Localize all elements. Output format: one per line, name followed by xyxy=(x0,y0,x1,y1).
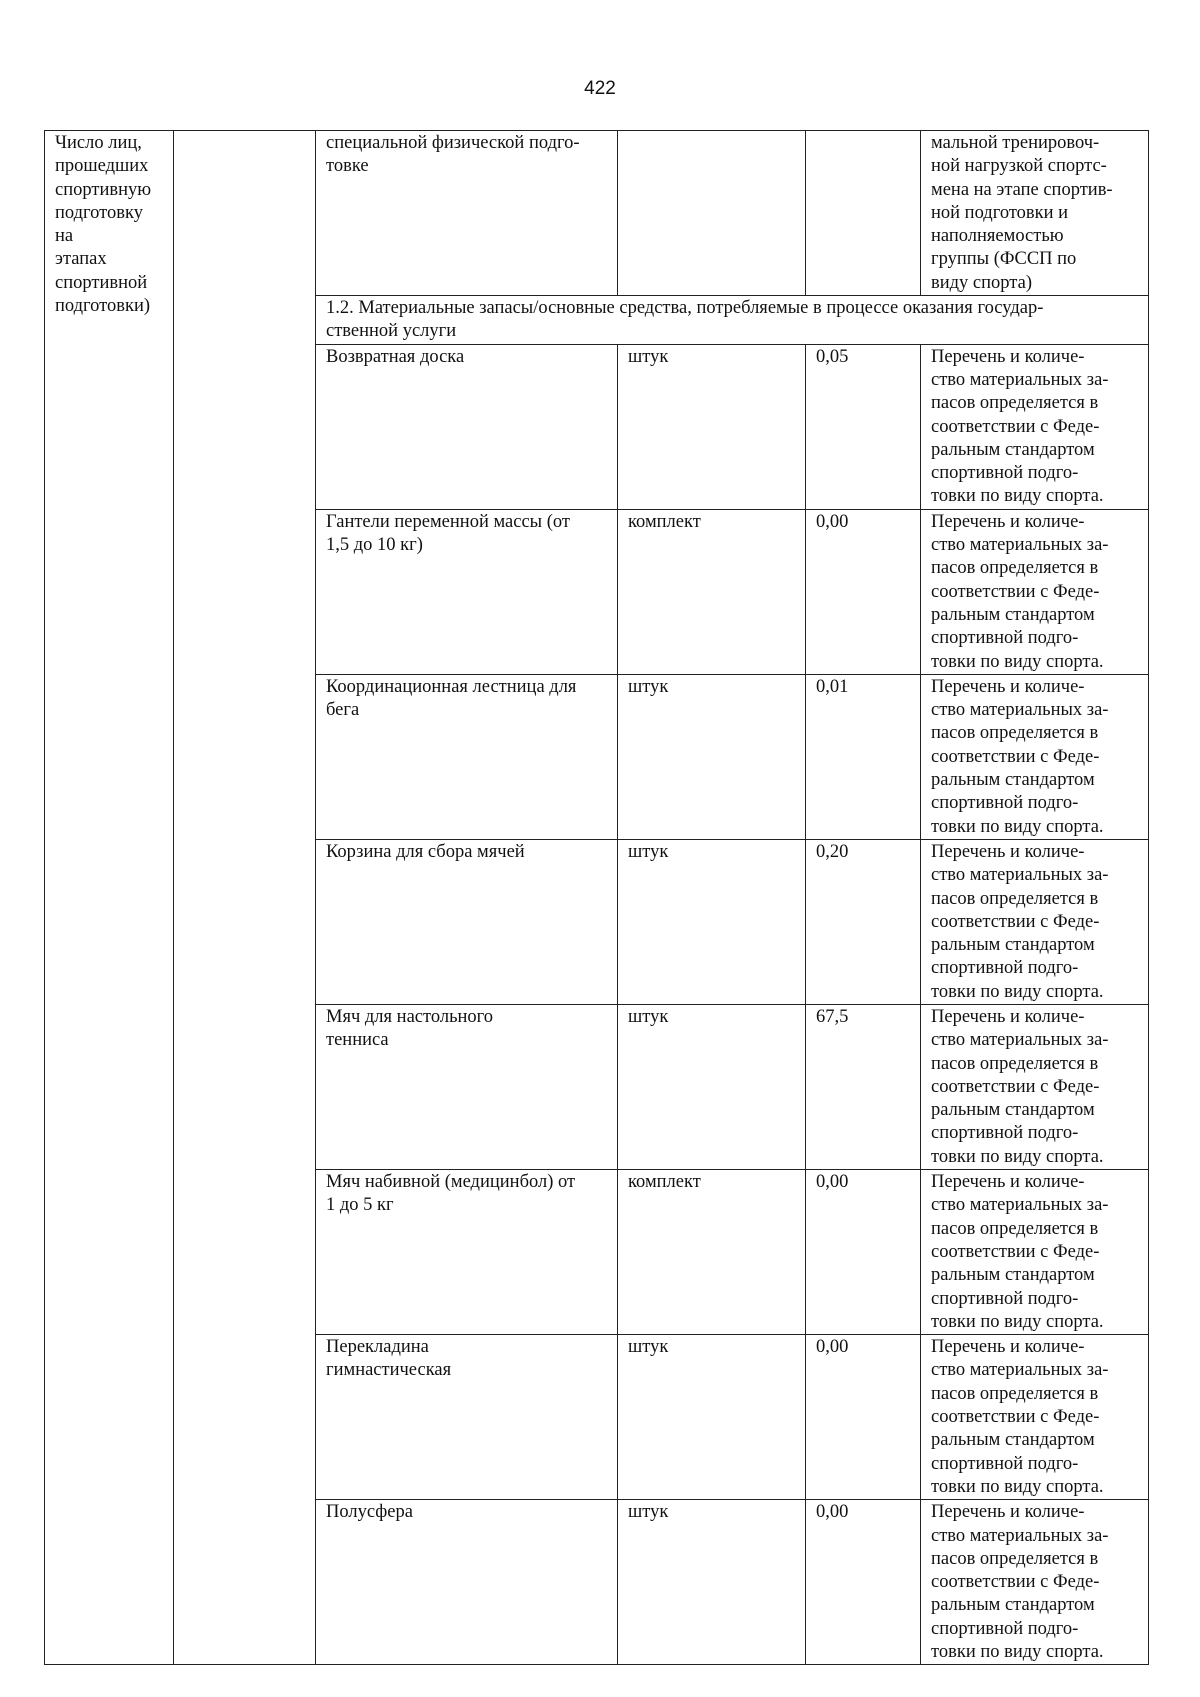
item-note: Перечень и количе- ство материальных за- пасов определяется в соответствии с Феде- ральным стандартом спортивной подго- товки по виду спорта. xyxy=(921,1335,1149,1500)
top-row-unit xyxy=(618,131,806,296)
section-heading: 1.2. Материальные запасы/основные средства, потребляемые в процессе оказания государ- ственной услуги xyxy=(316,296,1149,345)
item-note: Перечень и количе- ство материальных за- пасов определяется в соответствии с Феде- ральным стандартом спортивной подго- товки по виду спорта. xyxy=(921,839,1149,1004)
item-unit: комплект xyxy=(618,1170,806,1335)
item-name: Перекладина гимнастическая xyxy=(316,1335,618,1500)
item-value: 0,00 xyxy=(806,1335,921,1500)
norms-table xyxy=(44,130,1149,1665)
top-row-value xyxy=(806,131,921,296)
item-unit: штук xyxy=(618,674,806,839)
item-name: Полусфера xyxy=(316,1500,618,1665)
item-name: Возвратная доска xyxy=(316,344,618,509)
item-unit: комплект xyxy=(618,509,806,674)
item-name: Мяч набивной (медицинбол) от 1 до 5 кг xyxy=(316,1170,618,1335)
item-unit: штук xyxy=(618,839,806,1004)
item-value: 0,00 xyxy=(806,1500,921,1665)
table-body xyxy=(45,131,1149,1665)
item-unit: штук xyxy=(618,344,806,509)
item-value: 0,00 xyxy=(806,509,921,674)
item-value: 0,05 xyxy=(806,344,921,509)
item-value: 0,20 xyxy=(806,839,921,1004)
item-value: 0,01 xyxy=(806,674,921,839)
item-name: Корзина для сбора мячей xyxy=(316,839,618,1004)
top-row-name: специальной физической подго- товке xyxy=(316,131,618,296)
item-unit: штук xyxy=(618,1335,806,1500)
empty-column-2 xyxy=(174,131,316,1665)
item-name: Мяч для настольного тенниса xyxy=(316,1004,618,1169)
item-unit: штук xyxy=(618,1004,806,1169)
table-row-top xyxy=(45,131,1149,296)
item-note: Перечень и количе- ство материальных за- пасов определяется в соответствии с Феде- ральным стандартом спортивной подго- товки по виду спорта. xyxy=(921,1004,1149,1169)
item-value: 67,5 xyxy=(806,1004,921,1169)
item-note: Перечень и количе- ство материальных за- пасов определяется в соответствии с Феде- ральным стандартом спортивной подго- товки по виду спорта. xyxy=(921,344,1149,509)
item-name: Координационная лестница для бега xyxy=(316,674,618,839)
item-unit: штук xyxy=(618,1500,806,1665)
first-column-label: Число лиц, прошедших спортивную подготовку на этапах спортивной подготовки) xyxy=(45,131,174,1665)
top-row-note: мальной тренировоч- ной нагрузкой спортс- мена на этапе спортив- ной подготовки и наполняемостью группы (ФССП по виду спорта) xyxy=(921,131,1149,296)
item-name: Гантели переменной массы (от 1,5 до 10 кг) xyxy=(316,509,618,674)
item-note: Перечень и количе- ство материальных за- пасов определяется в соответствии с Феде- ральным стандартом спортивной подго- товки по виду спорта. xyxy=(921,1500,1149,1665)
item-note: Перечень и количе- ство материальных за- пасов определяется в соответствии с Феде- ральным стандартом спортивной подго- товки по виду спорта. xyxy=(921,1170,1149,1335)
item-value: 0,00 xyxy=(806,1170,921,1335)
item-note: Перечень и количе- ство материальных за- пасов определяется в соответствии с Феде- ральным стандартом спортивной подго- товки по виду спорта. xyxy=(921,509,1149,674)
item-note: Перечень и количе- ство материальных за- пасов определяется в соответствии с Феде- ральным стандартом спортивной подго- товки по виду спорта. xyxy=(921,674,1149,839)
page-number: 422 xyxy=(584,78,616,99)
